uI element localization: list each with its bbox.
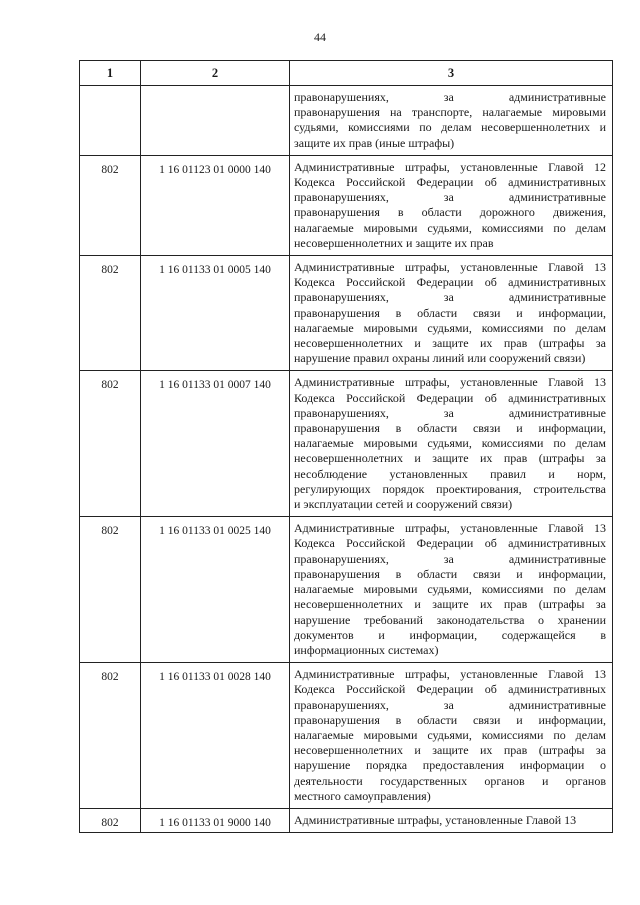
description-line: деятельности государственных органов и органов — [294, 773, 606, 788]
description-line: правонарушениях, за административные — [294, 90, 606, 104]
description-line: правонарушения в области дорожного движения, — [294, 205, 606, 220]
description-line: налагаемые мировыми судьями, комиссиями по делам — [294, 727, 606, 742]
description-line: налагаемые мировыми судьями, комиссиями по делам — [294, 220, 606, 235]
description-line: Административные штрафы, установленные Главой 13 — [294, 521, 606, 536]
description-line: несоблюдение установленных правил и норм, — [294, 466, 606, 481]
column-header-1: 1 — [80, 61, 141, 86]
admin-code-cell: 802 — [80, 808, 141, 832]
description-cell — [290, 517, 613, 663]
description-line: Административные штрафы, установленные Главой 13 — [294, 812, 577, 827]
table-row — [80, 86, 613, 156]
description-line: информационных системах) — [294, 642, 439, 657]
admin-code-cell: 802 — [80, 663, 141, 809]
description-line: несовершеннолетних и защите их прав — [294, 235, 494, 250]
description-line: правонарушения в области связи и информации, — [294, 566, 606, 581]
budget-classification-table — [79, 60, 613, 833]
description-cell — [290, 808, 613, 832]
description-line: несовершеннолетних и защите их прав (штрафы за — [294, 451, 606, 466]
admin-code-cell — [80, 86, 141, 156]
admin-code-cell: 802 — [80, 155, 141, 255]
kbk-code-cell: 1 16 01133 01 0007 140 — [141, 371, 290, 517]
description-cell — [290, 155, 613, 255]
kbk-code-cell: 1 16 01133 01 0028 140 — [141, 663, 290, 809]
kbk-code-cell: 1 16 01133 01 0025 140 — [141, 517, 290, 663]
description-cell — [290, 86, 613, 156]
description-line: налагаемые мировыми судьями, комиссиями по делам — [294, 582, 606, 597]
table-row — [80, 371, 613, 517]
description-line: правонарушения в области связи и информации, — [294, 305, 606, 320]
description-line: налагаемые мировыми судьями, комиссиями по делам — [294, 436, 606, 451]
table-row — [80, 155, 613, 255]
admin-code-cell: 802 — [80, 517, 141, 663]
table-row — [80, 517, 613, 663]
column-header-2: 2 — [141, 61, 290, 86]
description-line: местного самоуправления) — [294, 788, 431, 803]
kbk-code-cell: 1 16 01133 01 9000 140 — [141, 808, 290, 832]
description-line: правонарушениях, за административные — [294, 697, 606, 712]
description-line: нарушение правил охраны линий или сооружений связи) — [294, 351, 586, 366]
description-line: Административные штрафы, установленные Главой 13 — [294, 375, 606, 390]
description-line: Административные штрафы, установленные Главой 12 — [294, 159, 606, 174]
description-line: несовершеннолетних и защите их прав (штрафы за — [294, 597, 606, 612]
description-line: правонарушениях, за административные — [294, 190, 606, 205]
description-line: Кодекса Российской Федерации об административных — [294, 682, 606, 697]
description-cell — [290, 256, 613, 371]
description-line: правонарушениях, за административные — [294, 290, 606, 305]
table-row — [80, 663, 613, 809]
description-line: защите их прав (иные штрафы) — [294, 135, 455, 150]
description-line: правонарушения на транспорте, налагаемые мировыми — [294, 105, 606, 120]
description-line: Кодекса Российской Федерации об административных — [294, 536, 606, 551]
description-cell — [290, 663, 613, 809]
description-line: регулирующих порядок проектирования, строительства — [294, 481, 606, 496]
description-line: несовершеннолетних и защите их прав (штрафы за — [294, 336, 606, 351]
description-line: и эксплуатации сетей и сооружений связи) — [294, 497, 513, 512]
description-line: правонарушениях, за административные — [294, 551, 606, 566]
description-line: правонарушения в области связи и информации, — [294, 712, 606, 727]
description-line: Административные штрафы, установленные Главой 13 — [294, 667, 606, 682]
description-cell — [290, 371, 613, 517]
page-number: 44 — [314, 30, 326, 44]
description-line: нарушение требований законодательства о хранении — [294, 612, 606, 627]
column-header-3: 3 — [290, 61, 613, 86]
description-line: документов и информации, содержащейся в — [294, 627, 606, 642]
description-line: правонарушениях, за административные — [294, 405, 606, 420]
description-line: правонарушения в области связи и информации, — [294, 421, 606, 436]
table-row — [80, 256, 613, 371]
description-line: Административные штрафы, установленные Главой 13 — [294, 260, 606, 275]
description-line: несовершеннолетних и защите их прав (штрафы за — [294, 743, 606, 758]
description-line: нарушение порядка предоставления информации о — [294, 758, 606, 773]
description-line: Кодекса Российской Федерации об административных — [294, 175, 606, 190]
description-line: Кодекса Российской Федерации об административных — [294, 390, 606, 405]
kbk-code-cell — [141, 86, 290, 156]
admin-code-cell: 802 — [80, 256, 141, 371]
description-line: судьями, комиссиями по делам несовершеннолетних и — [294, 120, 606, 135]
admin-code-cell: 802 — [80, 371, 141, 517]
kbk-code-cell: 1 16 01133 01 0005 140 — [141, 256, 290, 371]
description-line: налагаемые мировыми судьями, комиссиями по делам — [294, 320, 606, 335]
description-line: Кодекса Российской Федерации об административных — [294, 275, 606, 290]
kbk-code-cell: 1 16 01123 01 0000 140 — [141, 155, 290, 255]
table-row — [80, 808, 613, 832]
table-header-row — [80, 61, 613, 86]
